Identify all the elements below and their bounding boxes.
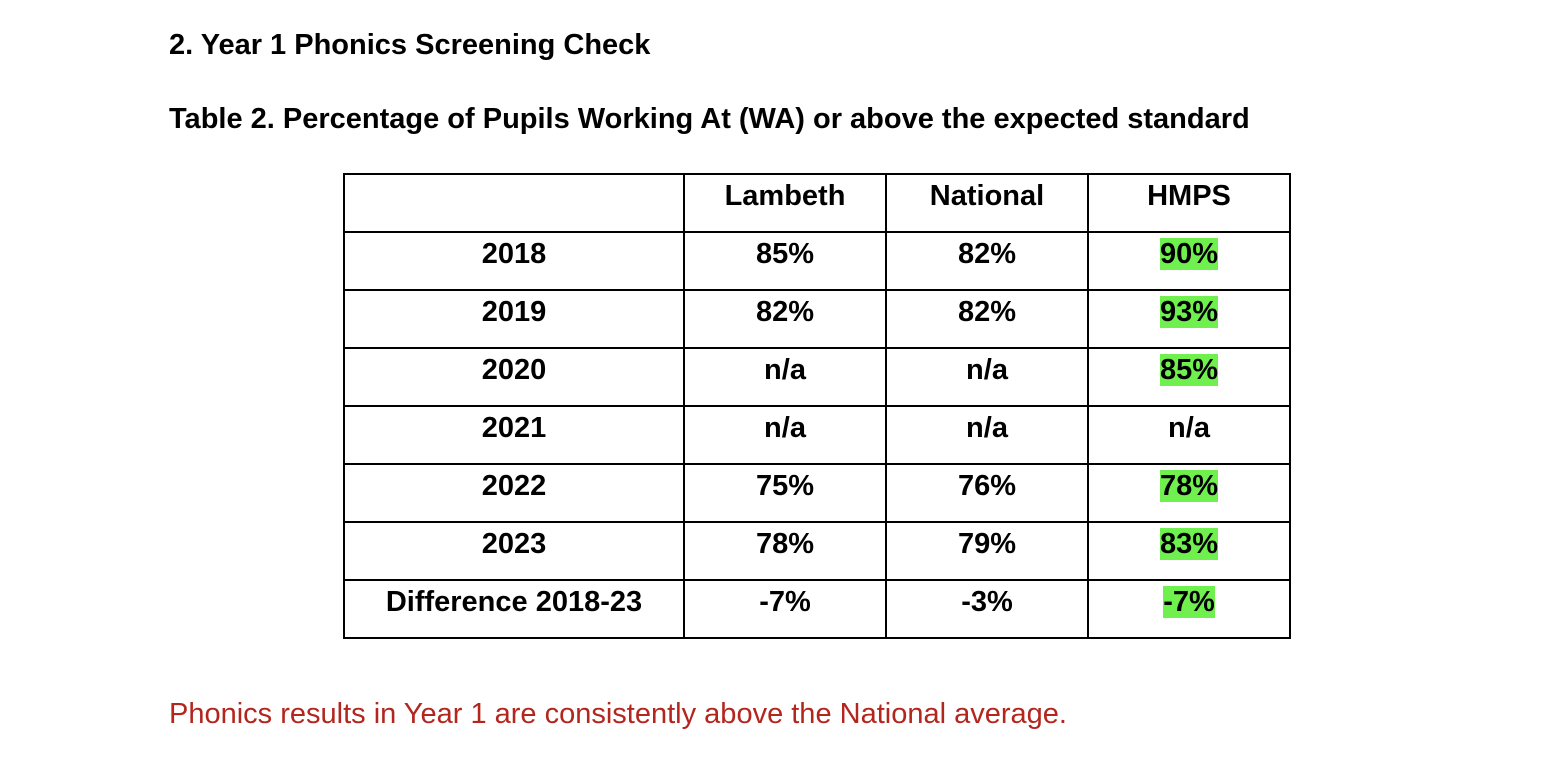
lambeth-value: n/a bbox=[684, 348, 886, 406]
section-heading: 2. Year 1 Phonics Screening Check bbox=[169, 29, 651, 61]
table-caption: Table 2. Percentage of Pupils Working At (WA) or above the expected standard bbox=[169, 103, 1250, 135]
table-row bbox=[344, 348, 1290, 406]
lambeth-value: 78% bbox=[684, 522, 886, 580]
national-value: 76% bbox=[886, 464, 1088, 522]
table-row bbox=[344, 522, 1290, 580]
lambeth-value: 85% bbox=[684, 232, 886, 290]
hmps-cell bbox=[1088, 522, 1290, 580]
national-value: 82% bbox=[886, 290, 1088, 348]
header-cell-national: National bbox=[886, 174, 1088, 232]
national-value: -3% bbox=[886, 580, 1088, 638]
lambeth-value: -7% bbox=[684, 580, 886, 638]
row-label: 2019 bbox=[344, 290, 684, 348]
hmps-value: -7% bbox=[1163, 586, 1215, 618]
national-value: 82% bbox=[886, 232, 1088, 290]
table-row-difference bbox=[344, 580, 1290, 638]
hmps-value: 90% bbox=[1159, 238, 1219, 270]
table-header-row bbox=[344, 174, 1290, 232]
hmps-value: 93% bbox=[1159, 296, 1219, 328]
national-value: 79% bbox=[886, 522, 1088, 580]
hmps-cell bbox=[1088, 290, 1290, 348]
row-label: 2023 bbox=[344, 522, 684, 580]
hmps-cell bbox=[1088, 406, 1290, 464]
hmps-cell bbox=[1088, 580, 1290, 638]
table-row bbox=[344, 406, 1290, 464]
hmps-cell bbox=[1088, 464, 1290, 522]
row-label: 2022 bbox=[344, 464, 684, 522]
hmps-value: n/a bbox=[1168, 412, 1210, 444]
lambeth-value: 82% bbox=[684, 290, 886, 348]
row-label: 2018 bbox=[344, 232, 684, 290]
hmps-value: 78% bbox=[1159, 470, 1219, 502]
row-label: Difference 2018-23 bbox=[344, 580, 684, 638]
table-row bbox=[344, 232, 1290, 290]
header-cell-hmps: HMPS bbox=[1088, 174, 1290, 232]
row-label: 2020 bbox=[344, 348, 684, 406]
lambeth-value: 75% bbox=[684, 464, 886, 522]
phonics-results-table bbox=[343, 173, 1291, 639]
hmps-value: 85% bbox=[1159, 354, 1219, 386]
hmps-value: 83% bbox=[1159, 528, 1219, 560]
hmps-cell bbox=[1088, 348, 1290, 406]
table-row bbox=[344, 464, 1290, 522]
row-label: 2021 bbox=[344, 406, 684, 464]
table-row bbox=[344, 290, 1290, 348]
conclusion-text: Phonics results in Year 1 are consistently above the National average. bbox=[169, 698, 1067, 730]
header-cell-blank bbox=[344, 174, 684, 232]
national-value: n/a bbox=[886, 406, 1088, 464]
header-cell-lambeth: Lambeth bbox=[684, 174, 886, 232]
lambeth-value: n/a bbox=[684, 406, 886, 464]
national-value: n/a bbox=[886, 348, 1088, 406]
hmps-cell bbox=[1088, 232, 1290, 290]
